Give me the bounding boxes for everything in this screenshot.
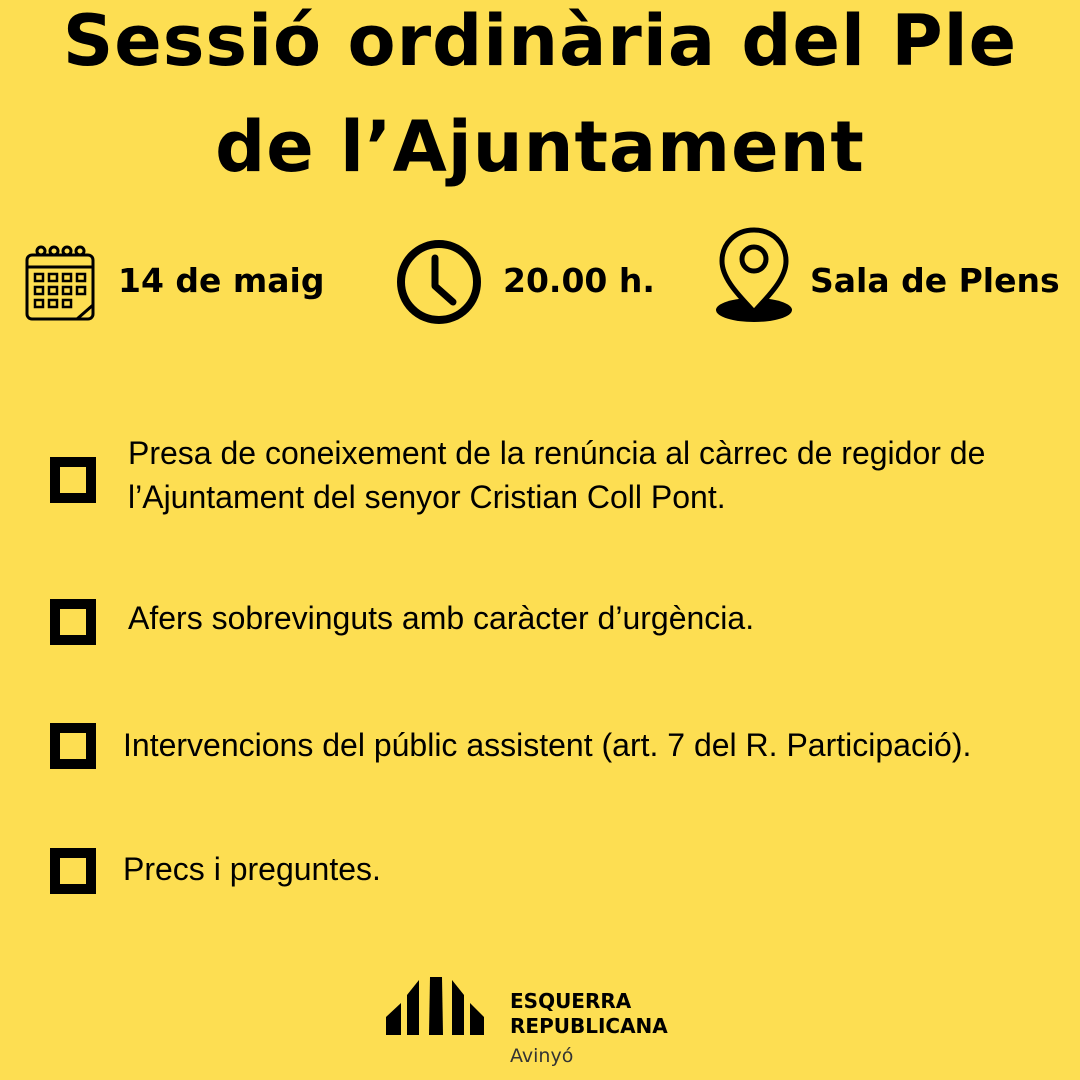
title-line-2: de l’Ajuntament xyxy=(215,106,865,188)
meeting-place: Sala de Plens xyxy=(810,261,1060,300)
agenda-item-1-line-2: l’Ajuntament del senyor Cristian Coll Pont. xyxy=(128,479,726,515)
logo-text-republicana: REPUBLICANA xyxy=(510,1014,668,1038)
agenda-checkbox-3 xyxy=(50,723,96,769)
meeting-time: 20.00 h. xyxy=(503,261,655,300)
agenda-item-2: Afers sobrevinguts amb caràcter d’urgència. xyxy=(128,600,755,636)
agenda-checkbox-4 xyxy=(50,848,96,894)
agenda-item-1 xyxy=(128,431,985,519)
location-pin-icon xyxy=(712,226,796,326)
meeting-date: 14 de maig xyxy=(118,261,325,300)
logo-local-name: Avinyó xyxy=(510,1045,574,1067)
logo-text-esquerra: ESQUERRA xyxy=(510,989,632,1013)
party-logo-icon xyxy=(386,975,486,1037)
agenda-checkbox-1 xyxy=(50,457,96,503)
calendar-icon xyxy=(24,243,98,323)
agenda-item-4: Precs i preguntes. xyxy=(123,851,381,887)
agenda-item-3: Intervencions del públic assistent (art. 7 del R. Participació). xyxy=(123,727,972,763)
title-line-1: Sessió ordinària del Ple xyxy=(62,0,1018,82)
agenda-checkbox-2 xyxy=(50,599,96,645)
agenda-item-1-line-1: Presa de coneixement de la renúncia al càrrec de regidor de xyxy=(128,435,986,471)
clock-icon xyxy=(395,238,485,328)
